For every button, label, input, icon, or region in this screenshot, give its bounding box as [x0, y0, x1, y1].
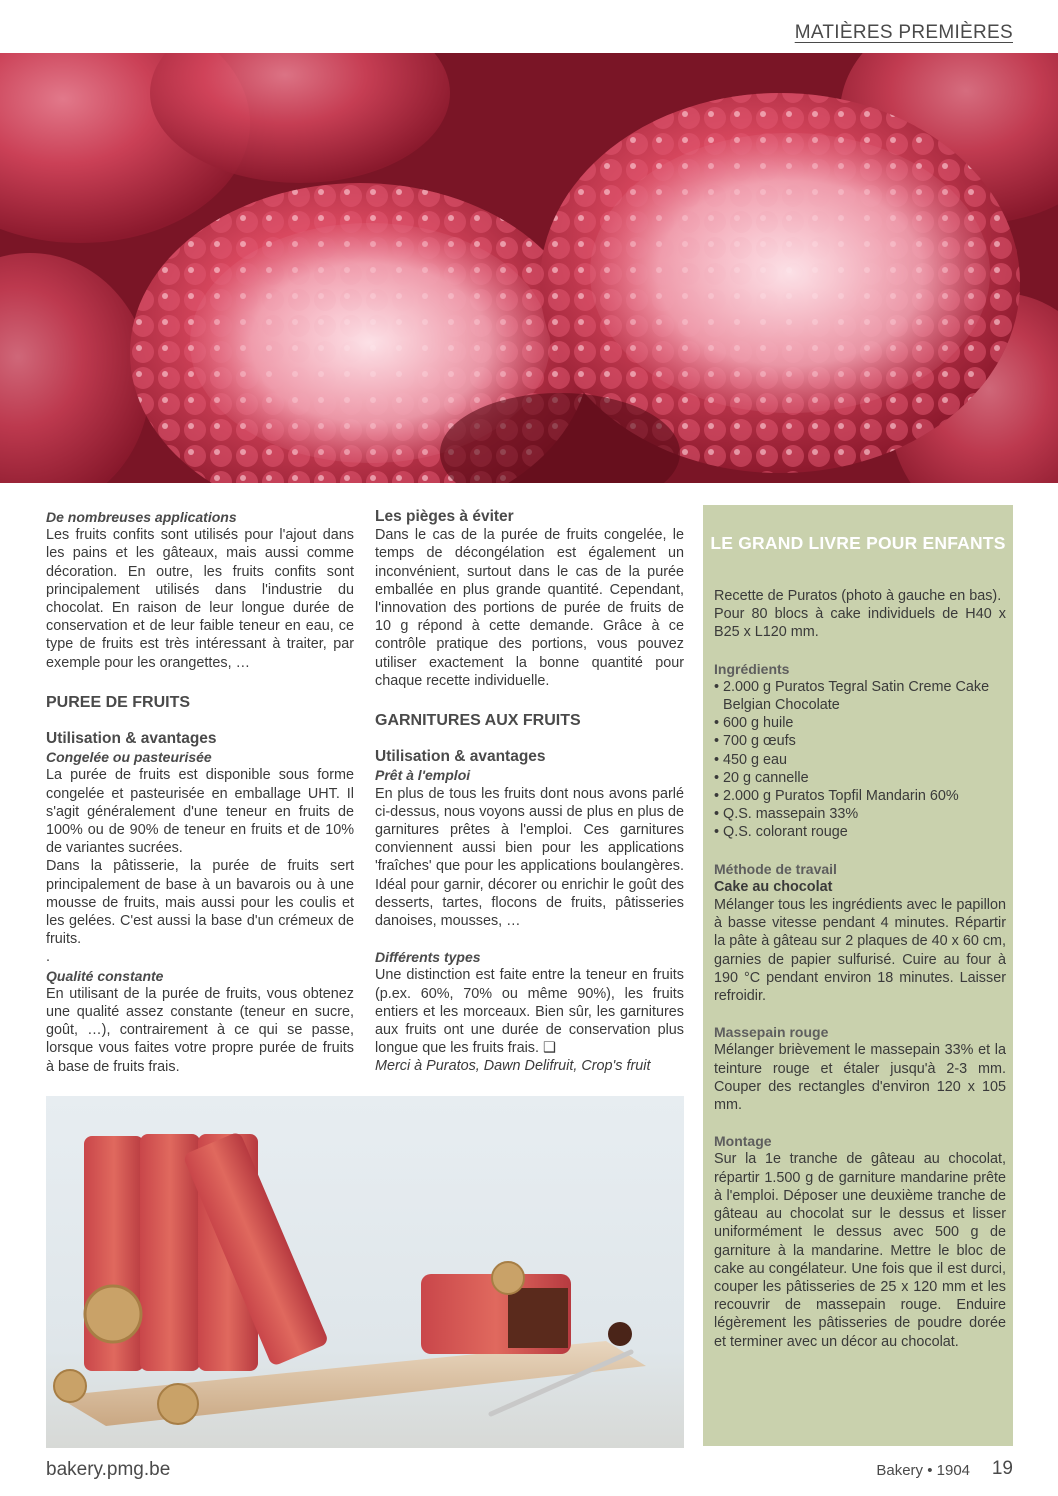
- sidebar-body: [714, 587, 1006, 1351]
- footer-url-link[interactable]: bakery.pmg.be: [46, 1459, 171, 1480]
- subheading-utilisation: Utilisation & avantages: [46, 730, 217, 748]
- recipe-yield: Pour 80 blocs à cake individuels de H40 x B25 x L120 mm.: [714, 606, 1006, 641]
- subheading-applications: De nombreuses applications: [46, 509, 237, 525]
- paragraph: Les fruits confits sont utilisés pour l'ajout dans les pains et les gâteaux, mais aussi comme décoration. En outre, les fruits confits sont principalement utilisés dans l'industrie du chocolat. En raison de leur longue durée de conservation et de leur faible teneur en eau, ce type de fruits est très intéressant à traiter, par exemple pour les orangettes, …: [46, 527, 354, 671]
- article-column-1: [46, 508, 354, 1076]
- footer-magazine-issue: Bakery • 1904: [876, 1462, 970, 1479]
- paragraph-text: Une distinction est faite entre la teneur en fruits (p.ex. 60%, 70% ou même 90%), les fruits entiers et les morceaux. Bien sûr, les garnitures aux fruits ont une durée de conservation plus longue que les fruits frais.: [375, 967, 684, 1057]
- page-number: 19: [991, 1458, 1013, 1479]
- cake-instructions: Mélanger tous les ingrédients avec le papillon à basse vitesse pendant 4 minutes. Répartir la pâte à gâteau sur 2 plaques de 40 x 60 cm, garnies de papier sulfurisé. Cuire au four à 190 °C pendant environ 18 minutes. Laisser refroidir.: [714, 897, 1007, 1005]
- ingredient-item: • Q.S. massepain 33%: [714, 805, 1006, 823]
- recipe-source: Recette de Puratos (photo à gauche en bas).: [714, 588, 1002, 604]
- cake-heading: Cake au chocolat: [714, 878, 833, 895]
- subheading-qualite: Qualité constante: [46, 967, 164, 984]
- paragraph: En utilisant de la purée de fruits, vous obtenez une qualité assez constante (teneur en sucre, goût, …), contrairement à ce qui se passe, lorsque vous faites votre propre purée de fruits à base de fruits frais.: [46, 985, 354, 1075]
- separator-dot: .: [46, 949, 50, 966]
- subheading-utilisation: Utilisation & avantages: [375, 748, 546, 766]
- ingredient-item: • 20 g cannelle: [714, 769, 1006, 787]
- end-mark-icon: ❑: [542, 1040, 556, 1057]
- subheading-pieges: Les pièges à éviter: [375, 508, 514, 525]
- sidebar-title: LE GRAND LIVRE POUR ENFANTS: [710, 533, 1006, 553]
- ingredient-item: • 600 g huile: [714, 714, 1006, 732]
- recipe-sidebar: [703, 505, 1013, 1446]
- section-title: MATIÈRES PREMIÈRES: [794, 22, 1013, 43]
- heading-puree-de-fruits: PUREE DE FRUITS: [46, 693, 191, 711]
- ingredient-item: • 700 g œufs: [714, 732, 1006, 750]
- ingredient-item: • 2.000 g Puratos Tegral Satin Creme Cake Belgian Chocolate: [714, 678, 1006, 714]
- method-heading: Méthode de travail: [714, 860, 837, 877]
- subheading-pret: Prêt à l'emploi: [375, 767, 471, 784]
- assembly-instructions: Sur la 1e tranche de gâteau au chocolat, répartir 1.500 g de garniture mandarine prête à l'emploi. Déposer une deuxième tranche de gâteau au chocolat sur le dessus et lisser uniformément le dessus avec 500 g de garniture à la mandarine. Mettre le bloc de cake au congélateur. Une fois que il est durci, couper les pâtisseries de 25 x 120 mm et les recouvrir de massepain rouge. Enduire légèrement les pâtisseries de poudre dorée et terminer avec un décor au chocolat.: [714, 1151, 1006, 1350]
- subheading-types: Différents types: [375, 949, 481, 966]
- heading-garnitures: GARNITURES AUX FRUITS: [375, 712, 581, 730]
- hero-photo-frozen-raspberries: [0, 53, 1058, 483]
- credits: Merci à Puratos, Dawn Delifruit, Crop's fruit: [375, 1058, 651, 1075]
- cake-books-photo: [46, 1096, 684, 1448]
- subheading-congelee: Congelée ou pasteurisée: [46, 749, 212, 766]
- ingredient-item: • 450 g eau: [714, 751, 1006, 769]
- ingredients-heading: Ingrédients: [714, 660, 790, 677]
- paragraph: La purée de fruits est disponible sous forme congelée et pasteurisée en emballage UHT. Il s'agit généralement d'une teneur en fruits de 100% ou de 90% de teneur en fruits et de 10% de variantes sucrées.: [46, 767, 354, 857]
- ingredient-item: • 2.000 g Puratos Topfil Mandarin 60%: [714, 787, 1006, 805]
- paragraph: [375, 966, 684, 1057]
- ingredient-item: • Q.S. colorant rouge: [714, 823, 1006, 841]
- marzipan-instructions: Mélanger brièvement le massepain 33% et la teinture rouge et étaler jusqu'à 2-3 mm. Couper des rectangles d'environ 120 x 105 mm.: [714, 1042, 1006, 1114]
- ingredients-list: [714, 678, 1006, 842]
- assembly-heading: Montage: [714, 1133, 772, 1150]
- paragraph: En plus de tous les fruits dont nous avons parlé ci-dessus, nous voyons aussi de plus en plus de garnitures prêtes à l'emploi. Ces garnitures conviennent aussi bien pour les applications 'fraîches' que pour les applications boulangères. Idéal pour garnir, décorer ou enrichir le goût des desserts, tartes, flocons de fruits, pâtisseries danoises, mousses, …: [375, 785, 684, 930]
- paragraph: Dans la pâtisserie, la purée de fruits sert principalement de base à un bavarois ou à une mousse de fruits, mais aussi pour les coulis et les gelées. C'est aussi la base d'un crémeux de fruits.: [46, 858, 354, 948]
- marzipan-heading: Massepain rouge: [714, 1024, 829, 1041]
- paragraph: Dans le cas de la purée de fruits congelée, le temps de décongélation est également un inconvénient, surtout dans le cas de la purée emballée en plus grande quantité. Cependant, l'innovation des portions de purée de fruits de 10 g répond à cette demande. Grâce à ce contrôle pratique des portions, vous pouvez utiliser exactement la bonne quantité pour chaque recette individuelle.: [375, 527, 684, 689]
- article-column-2: [375, 508, 684, 1076]
